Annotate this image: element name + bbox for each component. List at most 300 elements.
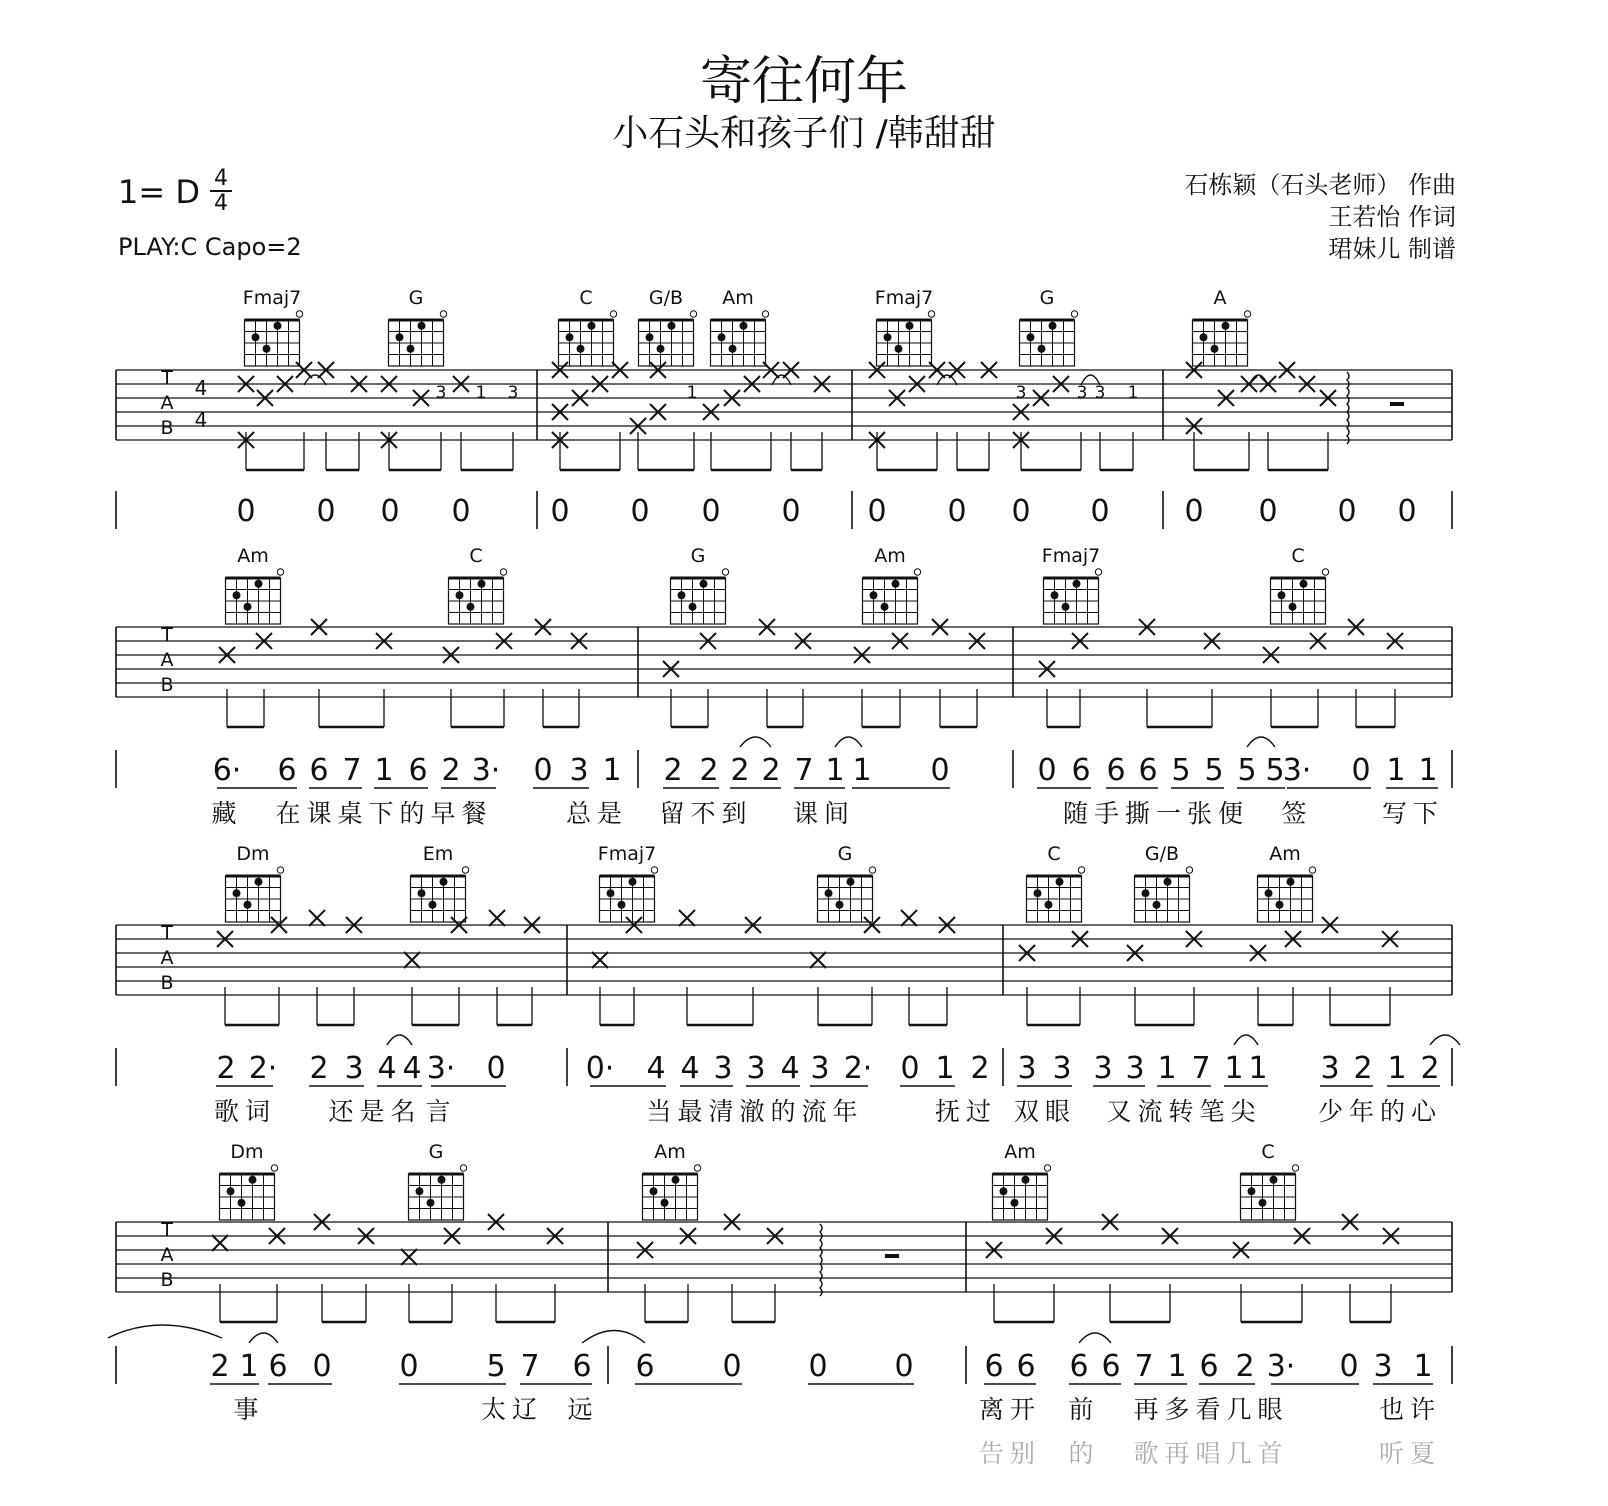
- lyric-text-second-line: 的: [1068, 1439, 1100, 1468]
- finger-dot: [233, 889, 241, 897]
- jianpu-note: 5: [1237, 753, 1257, 788]
- tab-note-cross: [489, 910, 505, 926]
- open-string-mark: [762, 311, 768, 317]
- chord-name: Em: [422, 843, 454, 865]
- lyric-text: 少年的心: [1317, 1097, 1443, 1126]
- tab-note-cross: [401, 1249, 417, 1265]
- jianpu-note: 6: [1016, 1349, 1036, 1384]
- jianpu-note: 6: [309, 753, 329, 788]
- jianpu-note: 3: [1093, 1051, 1113, 1086]
- open-string-mark: [610, 311, 616, 317]
- finger-dot: [416, 1187, 424, 1195]
- finger-dot: [438, 1176, 446, 1184]
- finger-dot: [1027, 333, 1035, 341]
- jianpu-note: 2: [441, 753, 461, 788]
- jianpu-note: 4: [680, 1051, 700, 1086]
- finger-dot: [588, 322, 596, 330]
- finger-dot: [1248, 1187, 1256, 1195]
- jianpu-note: 0: [1339, 1349, 1359, 1384]
- jianpu-note: 7: [794, 753, 814, 788]
- lyric-text: 当最清澈的流年: [646, 1097, 864, 1126]
- jianpu-note: 7: [520, 1349, 540, 1384]
- tab-note-cross: [309, 910, 325, 926]
- lyric-text-second-line: 告别: [978, 1439, 1042, 1468]
- jianpu-note: 0: [808, 1349, 828, 1384]
- finger-dot: [689, 603, 697, 611]
- tab-fret-number: 1: [686, 383, 698, 403]
- jianpu-note: 2: [970, 1051, 990, 1086]
- jianpu-note: 0: [316, 494, 336, 529]
- chord-name: Am: [654, 1141, 686, 1163]
- chord-name: Fmaj7: [597, 843, 657, 865]
- jianpu-note: 3·: [471, 753, 501, 788]
- open-string-mark: [500, 569, 506, 575]
- finger-dot: [895, 345, 903, 353]
- jianpu-note: 5: [1265, 753, 1285, 788]
- tie-slur: [1234, 1035, 1258, 1045]
- open-string-mark: [440, 311, 446, 317]
- lyric-text: 双眼: [1013, 1097, 1077, 1126]
- jianpu-note: 0: [550, 494, 570, 529]
- lyric-text: 写下: [1381, 799, 1445, 828]
- open-string-mark: [462, 867, 468, 873]
- lyric-text: 抚过: [934, 1097, 998, 1126]
- tab-clef-letter: A: [160, 947, 174, 969]
- lyric-text: 前: [1068, 1395, 1100, 1424]
- finger-dot: [678, 591, 686, 599]
- lyric-text: 还是名: [328, 1097, 422, 1126]
- chord-name: Am: [722, 287, 754, 309]
- chord-name: C: [1047, 843, 1061, 865]
- finger-dot: [1022, 1176, 1030, 1184]
- finger-dot: [718, 333, 726, 341]
- jianpu-note: 3: [713, 1051, 733, 1086]
- finger-dot: [607, 889, 615, 897]
- finger-dot: [1164, 878, 1172, 886]
- finger-dot: [1049, 322, 1057, 330]
- whole-rest: [1390, 402, 1404, 406]
- tab-fret-number: 1: [475, 383, 487, 403]
- jianpu-note: 1: [1418, 753, 1438, 788]
- tab-note-cross: [592, 952, 608, 968]
- jianpu-note: 0: [947, 494, 967, 529]
- tie-slur: [387, 1035, 412, 1045]
- finger-dot: [1200, 333, 1208, 341]
- lyric-text: 留不到: [659, 799, 753, 828]
- lyric-text: 也许: [1378, 1395, 1442, 1424]
- open-string-mark: [1078, 867, 1084, 873]
- jianpu-note: 6: [1199, 1349, 1219, 1384]
- jianpu-note: 6: [1101, 1349, 1121, 1384]
- jianpu-note: 0: [486, 1051, 506, 1086]
- jianpu-note: 6: [1069, 1349, 1089, 1384]
- finger-dot: [577, 345, 585, 353]
- jianpu-note: 0: [867, 494, 887, 529]
- open-string-mark: [1322, 569, 1328, 575]
- jianpu-note: 1: [825, 753, 845, 788]
- jianpu-note: 4: [646, 1051, 666, 1086]
- tab-note-cross: [679, 910, 695, 926]
- jianpu-note: 0: [312, 1349, 332, 1384]
- finger-dot: [244, 603, 252, 611]
- finger-dot: [646, 333, 654, 341]
- finger-dot: [672, 1176, 680, 1184]
- open-string-mark: [690, 311, 696, 317]
- jianpu-note: 0: [380, 494, 400, 529]
- chord-name: G: [1039, 287, 1055, 309]
- jianpu-note: 1: [1387, 1051, 1407, 1086]
- open-string-mark: [1186, 867, 1192, 873]
- open-string-mark: [1244, 311, 1250, 317]
- tie-slur: [582, 1331, 645, 1344]
- finger-dot: [881, 603, 889, 611]
- lyric-text: 随手撕一张便: [1062, 799, 1250, 828]
- jianpu-note: 2: [699, 753, 719, 788]
- jianpu-note: 0: [399, 1349, 419, 1384]
- jianpu-note: 1: [1248, 1051, 1268, 1086]
- finger-dot: [238, 1199, 246, 1207]
- tie-slur: [740, 737, 771, 747]
- finger-dot: [233, 591, 241, 599]
- lyric-text-second-line: 歌再唱几首: [1133, 1439, 1289, 1468]
- jianpu-note: 2: [309, 1051, 329, 1086]
- finger-dot: [1051, 591, 1059, 599]
- finger-dot: [1300, 580, 1308, 588]
- chord-name: Am: [874, 545, 906, 567]
- finger-dot: [1073, 580, 1081, 588]
- arpeggio-mark: [820, 1224, 822, 1296]
- arpeggio-mark: [1347, 372, 1349, 444]
- jianpu-note: 0: [236, 494, 256, 529]
- tab-note-cross: [901, 910, 917, 926]
- finger-dot: [255, 878, 263, 886]
- chord-name: Fmaj7: [874, 287, 934, 309]
- finger-dot: [1062, 603, 1070, 611]
- key-signature: 1= D: [118, 173, 200, 211]
- finger-dot: [1011, 1199, 1019, 1207]
- song-artist: 小石头和孩子们 /韩甜甜: [612, 113, 996, 154]
- lyric-text: 签: [1281, 799, 1313, 828]
- finger-dot: [618, 901, 626, 909]
- jianpu-note: 5: [1204, 753, 1224, 788]
- time-signature-top: 4: [214, 166, 228, 191]
- finger-dot: [1287, 878, 1295, 886]
- lyric-text: 又流转笔尖: [1106, 1097, 1262, 1126]
- jianpu-note: 0: [701, 494, 721, 529]
- lyric-text: 课间: [792, 799, 856, 828]
- jianpu-note: 0: [1184, 494, 1204, 529]
- finger-dot: [906, 322, 914, 330]
- jianpu-note: 0: [630, 494, 650, 529]
- chord-name: G: [428, 1141, 444, 1163]
- jianpu-note: 6: [277, 753, 297, 788]
- jianpu-note: 1: [1413, 1349, 1433, 1384]
- finger-dot: [1038, 345, 1046, 353]
- jianpu-note: 1: [239, 1349, 259, 1384]
- tab-clef-letter: B: [160, 417, 174, 439]
- tab-clef-letter: A: [160, 649, 174, 671]
- open-string-mark: [1044, 1165, 1050, 1171]
- jianpu-note: 7: [1134, 1349, 1154, 1384]
- jianpu-note: 6: [1071, 753, 1091, 788]
- open-string-mark: [1071, 311, 1077, 317]
- finger-dot: [1276, 901, 1284, 909]
- open-string-mark: [694, 1165, 700, 1171]
- lyric-text: 太辽: [480, 1395, 544, 1424]
- jianpu-note: 1: [602, 753, 622, 788]
- finger-dot: [478, 580, 486, 588]
- open-string-mark: [271, 1165, 277, 1171]
- chord-name: G/B: [648, 287, 684, 309]
- play-capo-info: PLAY:C Capo=2: [118, 233, 302, 261]
- jianpu-note: 6: [1138, 753, 1158, 788]
- jianpu-note: 0: [781, 494, 801, 529]
- finger-dot: [1142, 889, 1150, 897]
- chord-name: G: [690, 545, 706, 567]
- finger-dot: [1265, 889, 1273, 897]
- open-string-mark: [460, 1165, 466, 1171]
- jianpu-note: 1: [1157, 1051, 1177, 1086]
- jianpu-note: 4: [780, 1051, 800, 1086]
- tab-clef-letter: T: [161, 1219, 173, 1241]
- finger-dot: [700, 580, 708, 588]
- chord-name: Fmaj7: [242, 287, 302, 309]
- lyric-text-second-line: 听夏: [1378, 1439, 1442, 1468]
- jianpu-note: 6: [408, 753, 428, 788]
- tie-slur: [1430, 1035, 1460, 1045]
- tab-fret-number: 3: [1015, 383, 1027, 403]
- finger-dot: [418, 889, 426, 897]
- jianpu-note: 3: [344, 1051, 364, 1086]
- finger-dot: [1211, 345, 1219, 353]
- tab-fret-number: 3: [435, 383, 447, 403]
- jianpu-note: 5: [486, 1349, 506, 1384]
- jianpu-note: 2: [216, 1051, 236, 1086]
- open-string-mark: [869, 867, 875, 873]
- jianpu-note: 3: [1373, 1349, 1393, 1384]
- time-signature-bottom: 4: [214, 191, 228, 216]
- lyric-text: 在课桌下的早餐: [275, 799, 493, 828]
- jianpu-note: 0: [1090, 494, 1110, 529]
- tab-time-signature-bottom: 4: [194, 408, 208, 432]
- chord-name: Am: [1004, 1141, 1036, 1163]
- jianpu-note: 0: [1037, 753, 1057, 788]
- chord-name: C: [579, 287, 593, 309]
- chord-name: Am: [237, 545, 269, 567]
- tie-slur: [835, 737, 862, 747]
- open-string-mark: [277, 569, 283, 575]
- chord-name: Dm: [230, 1141, 264, 1163]
- jianpu-note: 1: [1224, 1051, 1244, 1086]
- jianpu-note: 0: [1337, 494, 1357, 529]
- jianpu-note: 0: [451, 494, 471, 529]
- whole-rest: [885, 1254, 899, 1258]
- finger-dot: [836, 901, 844, 909]
- jianpu-note: 2: [663, 753, 683, 788]
- open-string-mark: [722, 569, 728, 575]
- finger-dot: [650, 1187, 658, 1195]
- finger-dot: [467, 603, 475, 611]
- finger-dot: [847, 878, 855, 886]
- finger-dot: [1153, 901, 1161, 909]
- lyricist-credit: 王若怡 作词: [1328, 203, 1456, 231]
- jianpu-note: 6: [635, 1349, 655, 1384]
- chord-name: C: [1261, 1141, 1275, 1163]
- jianpu-note: 6: [984, 1349, 1004, 1384]
- finger-dot: [396, 333, 404, 341]
- jianpu-note: 1: [374, 753, 394, 788]
- jianpu-note: 2·: [248, 1051, 278, 1086]
- tab-fret-number: 1: [1127, 383, 1139, 403]
- jianpu-note: 1: [1386, 753, 1406, 788]
- jianpu-note: 7: [342, 753, 362, 788]
- jianpu-note: 7: [1191, 1051, 1211, 1086]
- finger-dot: [227, 1187, 235, 1195]
- jianpu-note: 2: [761, 753, 781, 788]
- tab-note-cross: [212, 1235, 228, 1251]
- jianpu-note: 3: [569, 753, 589, 788]
- finger-dot: [274, 322, 282, 330]
- open-string-mark: [1095, 569, 1101, 575]
- jianpu-note: 1: [1167, 1349, 1187, 1384]
- jianpu-note: 2: [1235, 1349, 1255, 1384]
- finger-dot: [1222, 322, 1230, 330]
- tie-slur: [249, 1333, 278, 1343]
- finger-dot: [870, 591, 878, 599]
- chord-name: A: [1213, 287, 1227, 309]
- jianpu-note: 6: [268, 1349, 288, 1384]
- chord-name: Dm: [236, 843, 270, 865]
- tab-fret-number: 3: [1094, 383, 1106, 403]
- lyric-text: 歌词: [213, 1097, 277, 1126]
- jianpu-note: 4: [377, 1051, 397, 1086]
- jianpu-note: 0: [900, 1051, 920, 1086]
- finger-dot: [729, 345, 737, 353]
- finger-dot: [418, 322, 426, 330]
- tab-clef-letter: T: [161, 922, 173, 944]
- finger-dot: [429, 901, 437, 909]
- tab-fret-number: 3: [507, 383, 519, 403]
- jianpu-note: 2·: [843, 1051, 873, 1086]
- finger-dot: [661, 1199, 669, 1207]
- finger-dot: [244, 901, 252, 909]
- jianpu-note: 3: [1125, 1051, 1145, 1086]
- jianpu-note: 0: [1011, 494, 1031, 529]
- jianpu-note: 3: [810, 1051, 830, 1086]
- open-string-mark: [1309, 867, 1315, 873]
- jianpu-note: 5: [1171, 753, 1191, 788]
- jianpu-note: 3: [1017, 1051, 1037, 1086]
- tie-slur: [1247, 737, 1275, 747]
- finger-dot: [1034, 889, 1042, 897]
- jianpu-note: 6·: [212, 753, 242, 788]
- finger-dot: [252, 333, 260, 341]
- chord-name: Am: [1269, 843, 1301, 865]
- finger-dot: [1000, 1187, 1008, 1195]
- open-string-mark: [928, 311, 934, 317]
- jianpu-note: 0: [722, 1349, 742, 1384]
- tab-note-cross: [810, 952, 826, 968]
- tab-clef-letter: B: [160, 972, 174, 994]
- jianpu-note: 3: [1052, 1051, 1072, 1086]
- tab-clef-letter: A: [160, 1244, 174, 1266]
- lyric-text: 事: [233, 1395, 265, 1424]
- finger-dot: [629, 878, 637, 886]
- finger-dot: [668, 322, 676, 330]
- composer-credit: 石栋颖（石头老师） 作曲: [1184, 171, 1456, 199]
- finger-dot: [263, 345, 271, 353]
- tab-clef-letter: T: [161, 367, 173, 389]
- lyric-text: 言: [425, 1097, 457, 1126]
- jianpu-note: 3: [746, 1051, 766, 1086]
- chord-name: Fmaj7: [1041, 545, 1101, 567]
- open-string-mark: [651, 867, 657, 873]
- jianpu-note: 0: [894, 1349, 914, 1384]
- jianpu-note: 3: [1320, 1051, 1340, 1086]
- tab-clef-letter: B: [160, 1269, 174, 1291]
- tie-slur: [1079, 1333, 1111, 1343]
- finger-dot: [1278, 591, 1286, 599]
- open-string-mark: [296, 311, 302, 317]
- chord-name: G/B: [1144, 843, 1180, 865]
- lyric-text: 远: [567, 1395, 599, 1424]
- jianpu-note: 1: [935, 1051, 955, 1086]
- tab-clef-letter: A: [160, 392, 174, 414]
- finger-dot: [407, 345, 415, 353]
- finger-dot: [1045, 901, 1053, 909]
- tab-clef-letter: T: [161, 624, 173, 646]
- finger-dot: [1259, 1199, 1267, 1207]
- jianpu-note: 2: [210, 1349, 230, 1384]
- lyric-text: 藏: [211, 799, 243, 828]
- transcriber-credit: 珺妹儿 制谱: [1328, 235, 1456, 263]
- jianpu-note: 1: [852, 753, 872, 788]
- finger-dot: [255, 580, 263, 588]
- jianpu-note: 2: [1420, 1051, 1440, 1086]
- jianpu-note: 0: [1397, 494, 1417, 529]
- finger-dot: [440, 878, 448, 886]
- tab-note-cross: [404, 952, 420, 968]
- tie-slur: [108, 1325, 222, 1338]
- finger-dot: [456, 591, 464, 599]
- finger-dot: [249, 1176, 257, 1184]
- lyric-text: 再多看几眼: [1133, 1395, 1289, 1424]
- jianpu-note: 3·: [426, 1051, 456, 1086]
- jianpu-note: 2: [730, 753, 750, 788]
- finger-dot: [1056, 878, 1064, 886]
- chord-name: G: [408, 287, 424, 309]
- song-title: 寄往何年: [699, 52, 908, 112]
- jianpu-note: 3·: [1266, 1349, 1296, 1384]
- jianpu-note: 3·: [1282, 753, 1312, 788]
- jianpu-note: 4: [402, 1051, 422, 1086]
- jianpu-note: 0·: [585, 1051, 615, 1086]
- open-string-mark: [277, 867, 283, 873]
- open-string-mark: [914, 569, 920, 575]
- finger-dot: [740, 322, 748, 330]
- jianpu-note: 6: [1106, 753, 1126, 788]
- finger-dot: [825, 889, 833, 897]
- chord-name: C: [469, 545, 483, 567]
- jianpu-note: 0: [533, 753, 553, 788]
- lyric-text: 离开: [978, 1395, 1042, 1424]
- finger-dot: [1270, 1176, 1278, 1184]
- tab-time-signature-top: 4: [194, 376, 208, 400]
- open-string-mark: [1292, 1165, 1298, 1171]
- tab-fret-number: 3: [1076, 383, 1088, 403]
- finger-dot: [566, 333, 574, 341]
- jianpu-note: 0: [1351, 753, 1371, 788]
